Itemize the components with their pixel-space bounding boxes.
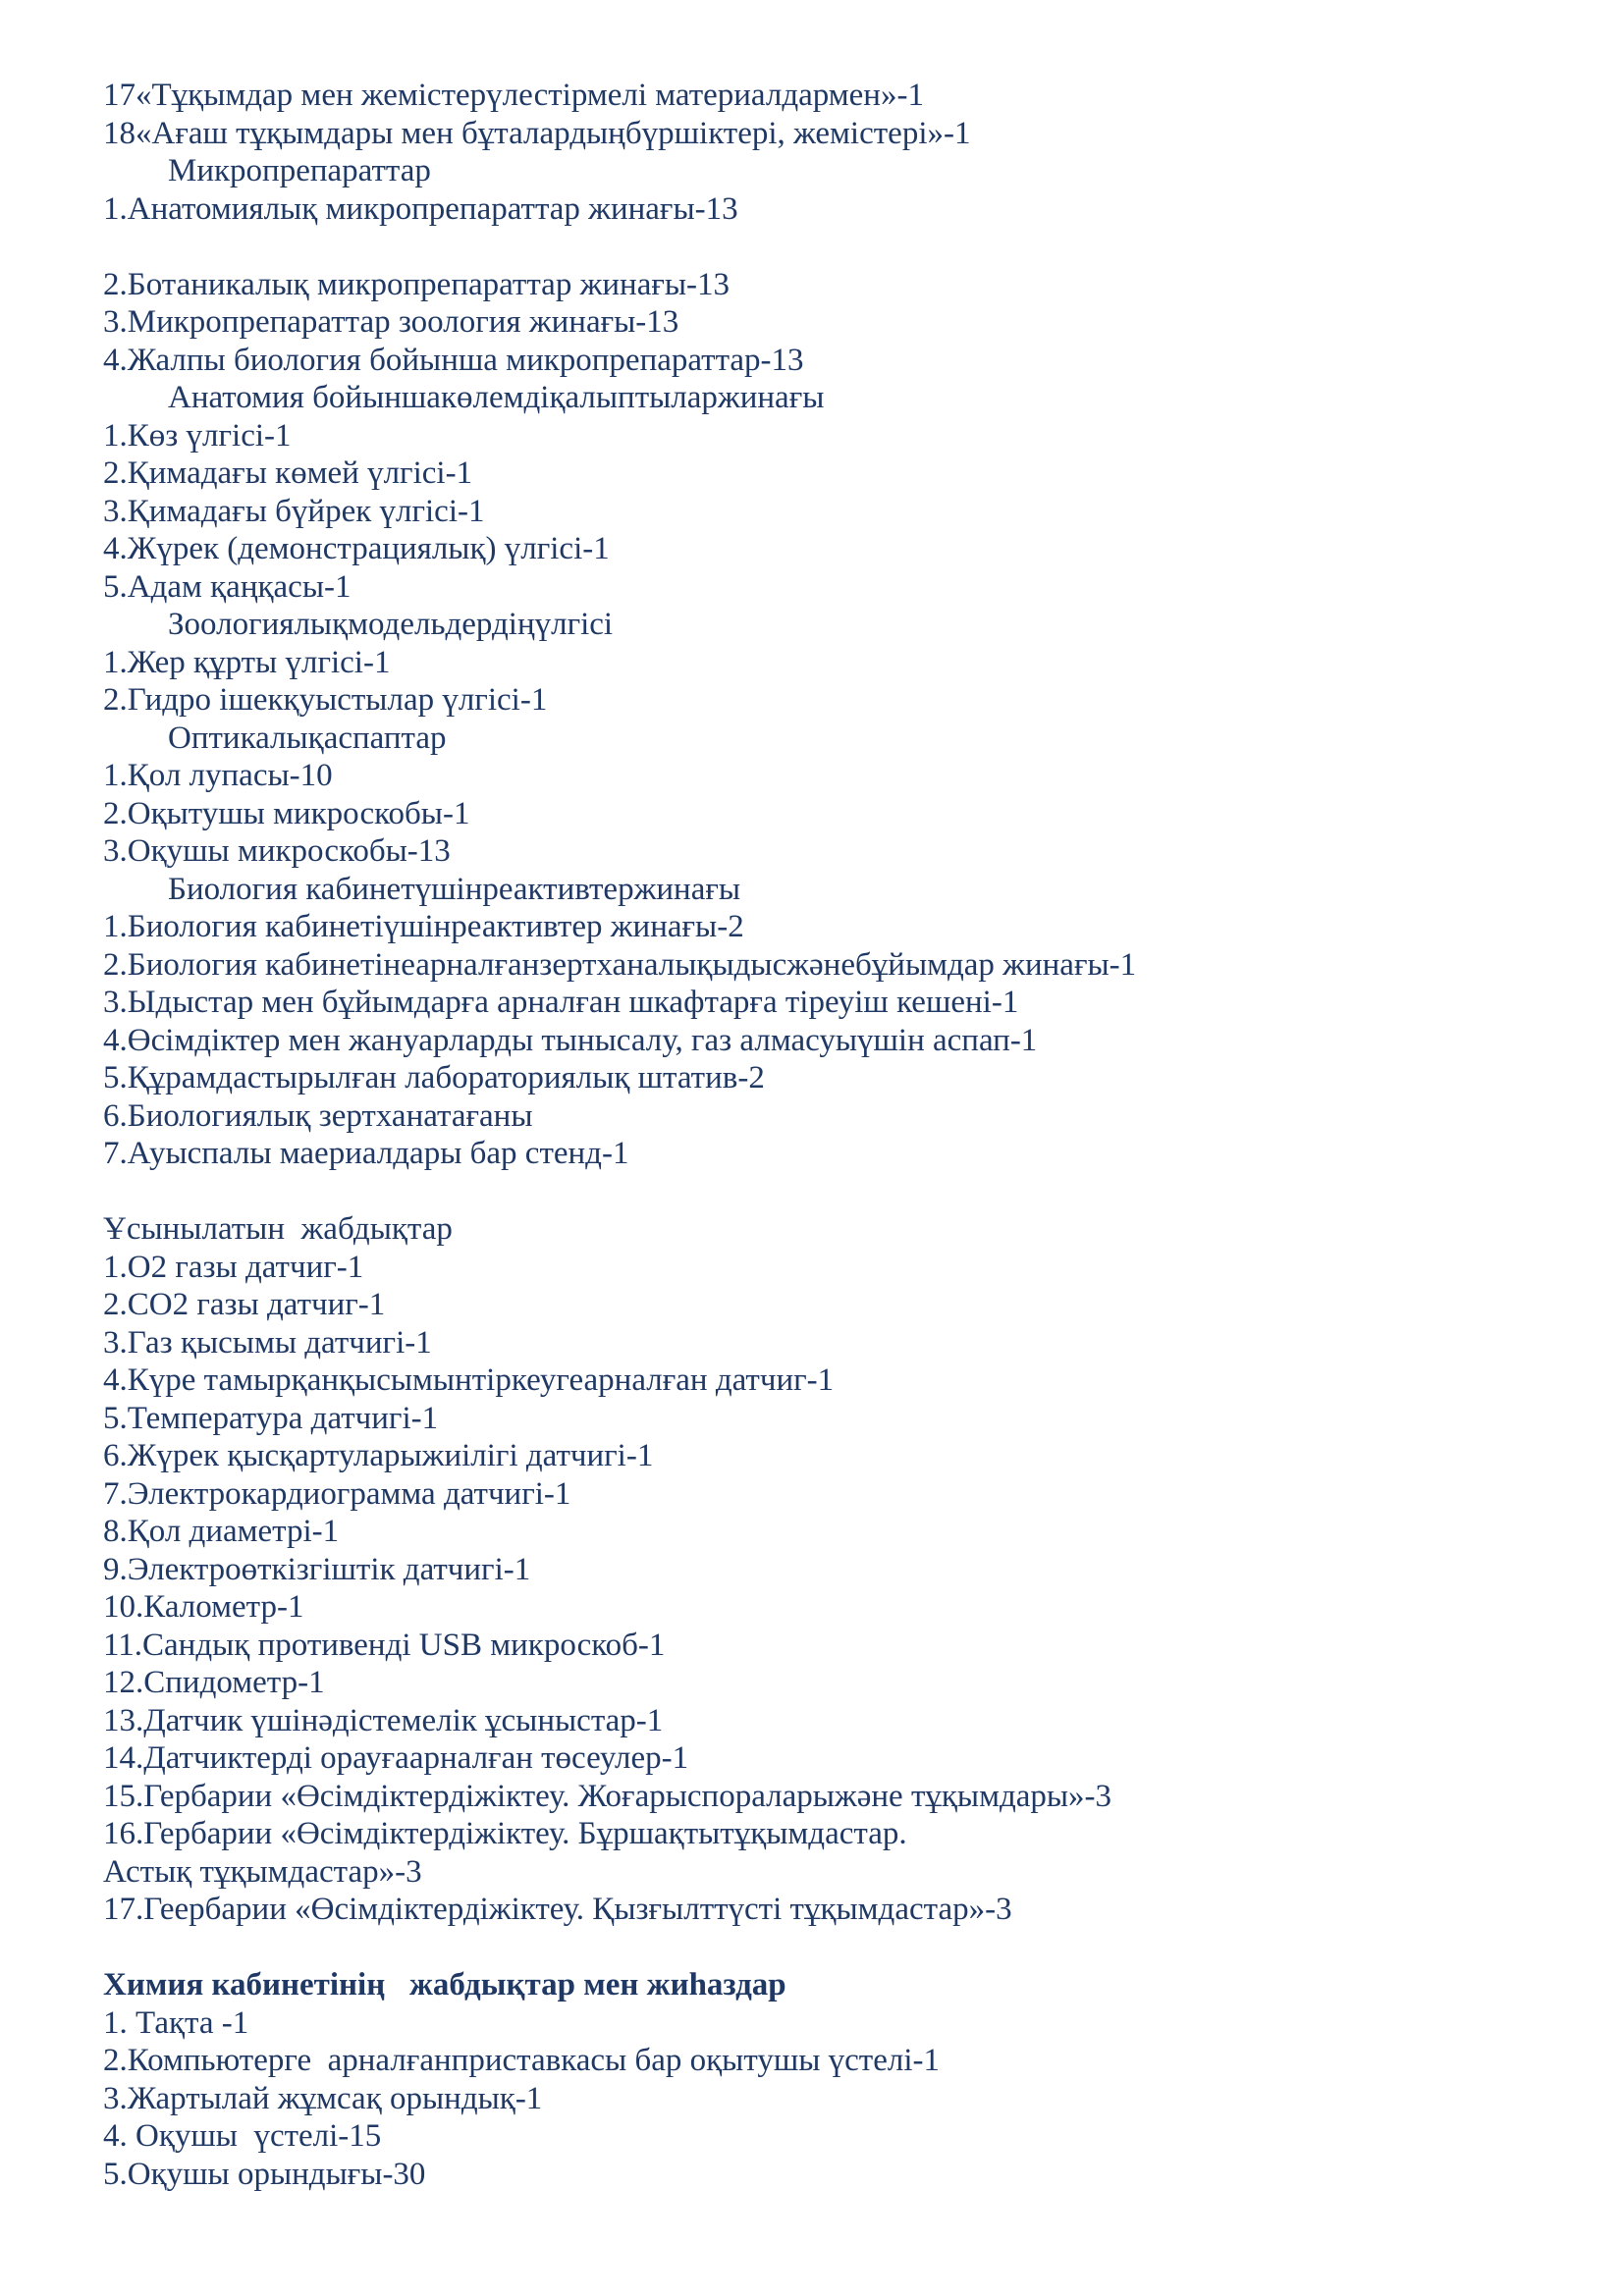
document-line: 3.Газ қысымы датчигі-1 (103, 1324, 432, 1361)
document-line: 16.Гербарии «Өсімдіктердіжіктеу. Бұршақтытұқымдастар. (103, 1816, 907, 1851)
document-line: 4.Өсімдіктер мен жануарларды тынысалу, газ алмасуыүшін аспап-1 (103, 1022, 1038, 1058)
document-line: 7.Электрокардиограмма датчигі-1 (103, 1475, 571, 1512)
document-line (103, 228, 1585, 266)
document-line: 1.Анатомиялық микропрепараттар жинағы-13 (103, 190, 738, 227)
document-line: 2.Биология кабинетінеарналғанзертханалықыдысжәнебұйымдар жинағы-1 (103, 946, 1137, 983)
document-line: 4.Жалпы биология бойынша микропрепараттар-13 (103, 342, 804, 378)
document-line: 3.Жартылай жұмсақ орындық-1 (103, 2080, 543, 2116)
document-line: 4.Жүрек (демонстрациялық) үлгісі-1 (103, 531, 610, 566)
document-line: 17«Тұқымдар мен жемістерүлестірмелі материалдармен»-1 (103, 78, 924, 113)
document-line: 1.О2 газы датчиг-1 (103, 1249, 364, 1285)
document-line (103, 1929, 1585, 1967)
document-line: 6.Жүрек қысқартуларыжиілігі датчигі-1 (103, 1438, 654, 1473)
document-body (103, 77, 1585, 2193)
document-line: Зоологиялықмодельдердіңүлгісі (168, 607, 614, 642)
document-line: 3.Микропрепараттар зоология жинағы-13 (103, 304, 679, 340)
document-line: 17.Геербарии «Өсімдіктердіжіктеу. Қызғылттүсті тұқымдастар»-3 (103, 1892, 1012, 1927)
document-line: 1.Биология кабинетіүшінреактивтер жинағы-2 (103, 909, 744, 944)
document-line: 3.Ыдыстар мен бұйымдарға арналған шкафтарға тіреуіш кешені-1 (103, 985, 1019, 1020)
document-line: Астық тұқымдастар»-3 (103, 1853, 422, 1890)
document-line: 14.Датчиктерді орауғаарналған төсеулер-1 (103, 1740, 689, 1776)
document-line: 2.Ботаникалық микропрепараттар жинағы-13 (103, 266, 731, 302)
document-line: 5.Құрамдастырылған лабораториялық штатив-2 (103, 1060, 765, 1095)
document-line: Микропрепараттар (168, 153, 431, 188)
document-line: 7.Ауыспалы маериалдары бар стенд-1 (103, 1136, 629, 1171)
document-line: Химия кабинетінің жабдықтар мен жиһаздар (103, 1967, 786, 2002)
document-line: 15.Гербарии «Өсімдіктердіжіктеу. Жоғарыспораларыжәне тұқымдары»-3 (103, 1778, 1112, 1814)
document-line: 5.Температура датчигі-1 (103, 1400, 439, 1436)
document-line: 2.Компьютерге арналғанприставкасы бар оқытушы үстелі-1 (103, 2043, 940, 2078)
document-line: 9.Электроөткізгіштік датчигі-1 (103, 1551, 531, 1587)
document-line: 1.Көз үлгісі-1 (103, 417, 292, 454)
document-line: 18«Ағаш тұқымдары мен бұталардыңбүршіктері, жемістері»-1 (103, 115, 971, 151)
document-line: 1.Жер құрты үлгісі-1 (103, 644, 391, 680)
document-line: 10.Калометр-1 (103, 1589, 304, 1625)
document-line: 6.Биологиялық зертханатағаны (103, 1097, 533, 1134)
document-line: 4. Оқушы үстелі-15 (103, 2118, 382, 2154)
document-line: 13.Датчик үшінәдістемелік ұсыныстар-1 (103, 1702, 664, 1738)
document-line: Анатомия бойыншакөлемдіқалыптыларжинағы (168, 380, 825, 415)
document-line: 2.Гидро ішекқуыстылар үлгісі-1 (103, 682, 548, 718)
document-line: 4.Күре тамырқанқысымынтіркеугеарналған датчиг-1 (103, 1362, 835, 1398)
document-line: 5.Адам қаңқасы-1 (103, 568, 352, 605)
document-line: 2.Оқытушы микроскобы-1 (103, 795, 470, 831)
document-line: Ұсынылатын жабдықтар (103, 1211, 453, 1247)
document-line: 1. Тақта -1 (103, 2004, 249, 2041)
document-line: 12.Спидометр-1 (103, 1665, 325, 1700)
document-line: Оптикалықаспаптар (168, 720, 447, 756)
document-line: 5.Оқушы орындығы-30 (103, 2156, 426, 2192)
document-line: 1.Қол лупасы-10 (103, 758, 333, 793)
document-line: 11.Сандық противенді USB микроскоб-1 (103, 1627, 666, 1663)
document-line: 3.Оқушы микроскобы-13 (103, 833, 451, 869)
document-line: 8.Қол диаметрі-1 (103, 1514, 340, 1549)
document-line: 3.Қимадағы бүйрек үлгісі-1 (103, 493, 485, 529)
document-line: Биология кабинетүшінреактивтержинағы (168, 871, 741, 907)
document-line: 2.Қимадағы көмей үлгісі-1 (103, 455, 473, 491)
document-line: 2.СО2 газы датчиг-1 (103, 1287, 386, 1322)
document-line (103, 1173, 1585, 1211)
